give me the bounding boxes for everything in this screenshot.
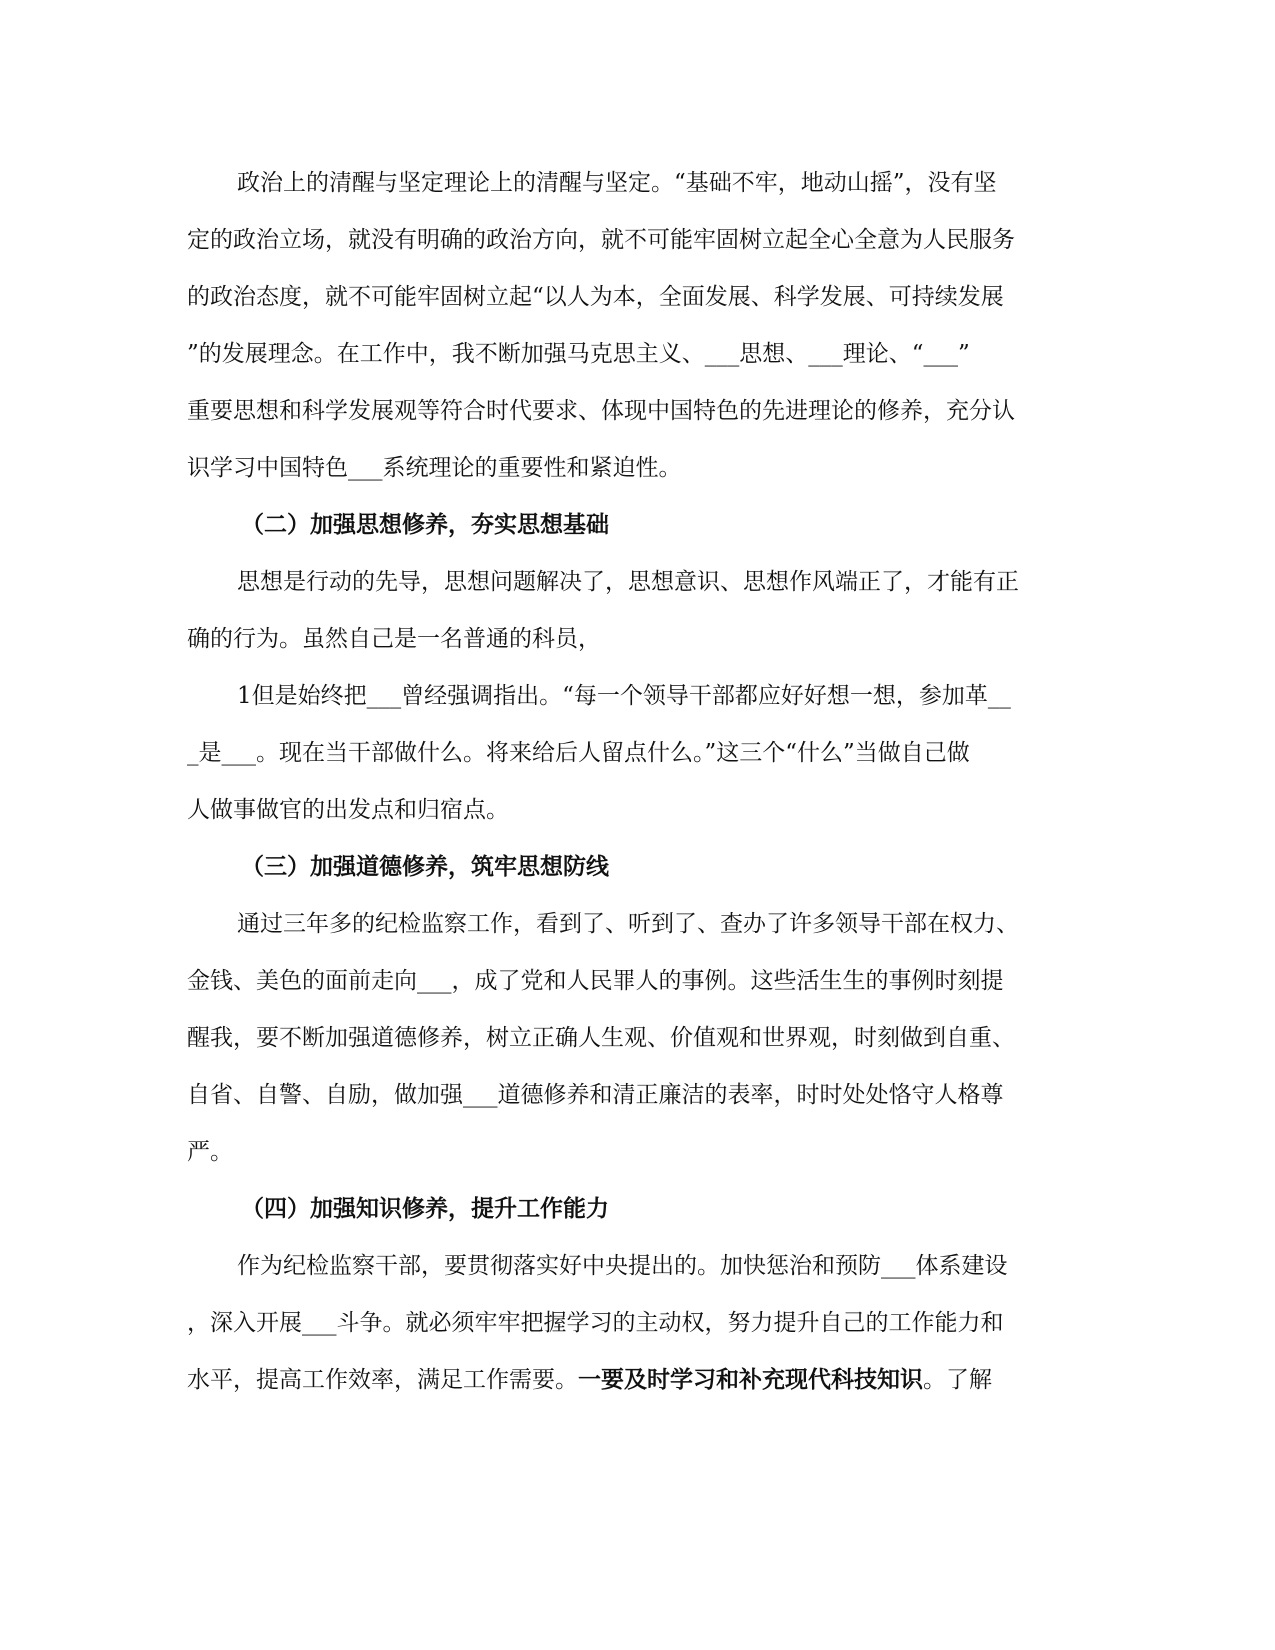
- paragraph-4-line-4: 自省、自警、自励，做加强___道德修养和清正廉洁的表率，时时处处恪守人格尊: [187, 1082, 1004, 1108]
- paragraph-4-line-3: 醒我，要不断加强道德修养，树立正确人生观、价值观和世界观，时刻做到自重、: [187, 1025, 1015, 1051]
- paragraph-4-line-1: 通过三年多的纪检监察工作，看到了、听到了、查办了许多领导干部在权力、: [237, 911, 1019, 937]
- paragraph-1-line-4: ”的发展理念。在工作中，我不断加强马克思主义、___思想、___理论、“___”: [187, 341, 970, 367]
- paragraph-1-line-3: 的政治态度，就不可能牢固树立起“以人为本，全面发展、科学发展、可持续发展: [187, 284, 1004, 310]
- paragraph-1-line-2: 定的政治立场，就没有明确的政治方向，就不可能牢固树立起全心全意为人民服务: [187, 227, 1015, 253]
- emphasis-text: 一要及时学习和补充现代科技知识: [578, 1366, 923, 1393]
- section-heading-2: （二）加强思想修养，夯实思想基础: [241, 511, 609, 538]
- paragraph-2-line-1: 思想是行动的先导，思想问题解决了，思想意识、思想作风端正了，才能有正: [237, 569, 1019, 595]
- paragraph-3-line-1: 1但是始终把___曾经强调指出。“每一个领导干部都应好好想一想，参加革__: [237, 683, 1011, 709]
- paragraph-4-line-2: 金钱、美色的面前走向___，成了党和人民罪人的事例。这些活生生的事例时刻提: [187, 968, 1004, 994]
- paragraph-3-line-3: 人做事做官的出发点和归宿点。: [187, 797, 509, 823]
- paragraph-2-line-2: 确的行为。虽然自己是一名普通的科员，: [187, 626, 601, 652]
- paragraph-1-line-1: 政治上的清醒与坚定理论上的清醒与坚定。“基础不牢，地动山摇”，没有坚: [237, 170, 997, 196]
- section-heading-4: （四）加强知识修养，提升工作能力: [241, 1195, 609, 1222]
- section-heading-3: （三）加强道德修养，筑牢思想防线: [241, 853, 609, 880]
- paragraph-5-line-1: 作为纪检监察干部，要贯彻落实好中央提出的。加快惩治和预防___体系建设: [237, 1253, 1008, 1279]
- paragraph-5-line-3-text: 水平，提高工作效率，满足工作需要。: [187, 1367, 578, 1393]
- paragraph-1-line-5: 重要思想和科学发展观等符合时代要求、体现中国特色的先进理论的修养，充分认: [187, 398, 1015, 424]
- paragraph-3-line-2: _是___。现在当干部做什么。将来给后人留点什么。”这三个“什么”当做自己做: [187, 740, 970, 766]
- paragraph-4-line-5: 严。: [187, 1139, 233, 1165]
- paragraph-5-line-3-tail: 。了解: [923, 1367, 992, 1393]
- paragraph-5-line-2: ，深入开展___斗争。就必须牢牢把握学习的主动权，努力提升自己的工作能力和: [187, 1310, 1004, 1336]
- paragraph-1-line-6: 识学习中国特色___系统理论的重要性和紧迫性。: [187, 455, 682, 481]
- paragraph-5-line-3: [187, 1365, 1087, 1395]
